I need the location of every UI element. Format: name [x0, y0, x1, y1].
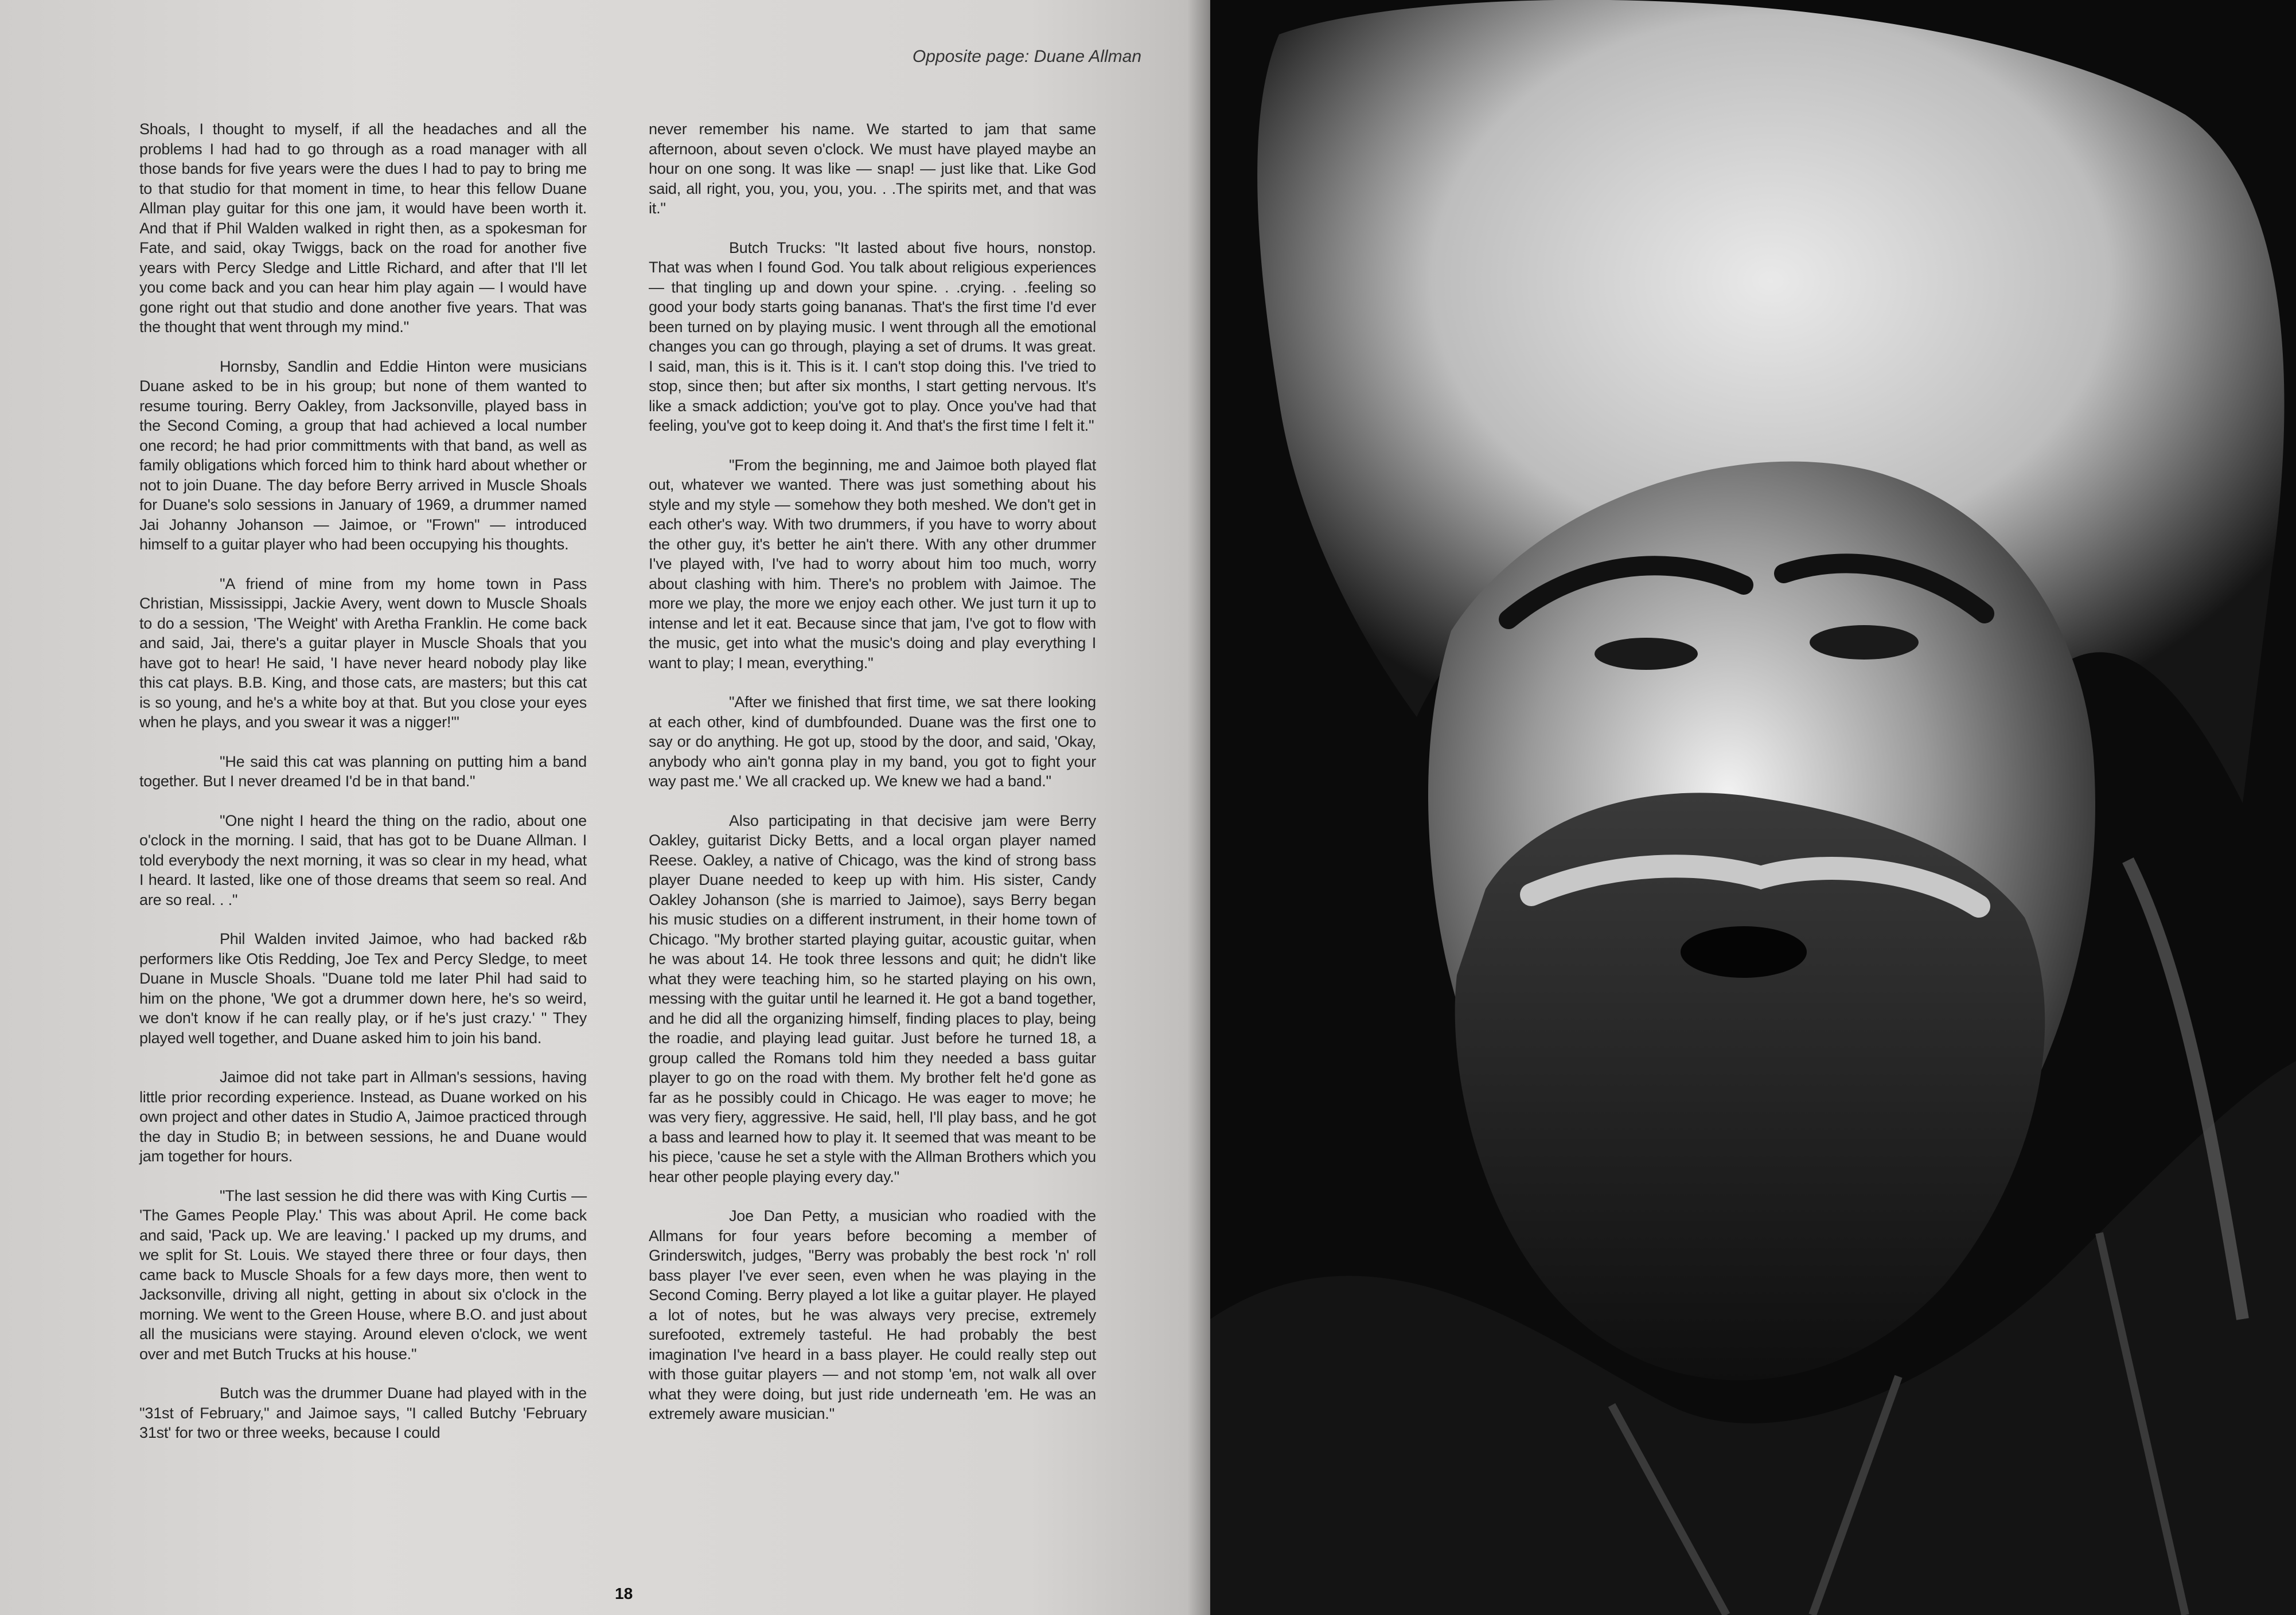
paragraph: "The last session he did there was with King Curtis — 'The Games People Play.' This was about April. He come back and said, 'Pack up. We are leaving.' I packed up my drums, and we split for St. Louis. We stayed there three or four days, then came back to Muscle Shoals for a few days more, then went to Jacksonville, driving all night, getting in about six o'clock in the morning. We went to the Green House, where B.O. and just about all the musicians were staying. Around eleven o'clock, we went over and met Butch Trucks at his house." — [139, 1187, 587, 1363]
paragraph: Also participating in that decisive jam were Berry Oakley, guitarist Dicky Betts, and a local organ player named Reese. Oakley, a native of Chicago, was the kind of strong bass player Duane needed to keep up with him. His sister, Candy Oakley Johanson (she is married to Jaimoe), says Berry began his music studies on a different instrument, in their home town of Chicago. "My brother started playing guitar, acoustic guitar, when he was about 14. He took three lessons and quit; he didn't like what they were teaching him, so he started playing on his own, messing with the guitar until he learned it. He got a band together, and he did all the organizing himself, finding places to play, being the roadie, and playing lead guitar. Just before he turned 18, a group called the Romans told him they needed a bass guitar player to go on the road with them. My brother felt he'd gone as far as he possibly could in Chicago. He was eager to move; he was very fiery, aggressive. He said, hell, I'll play bass, and he got a bass and learned how to play it. It seemed that was meant to be his piece, 'cause he set a style with the Allman Brothers which you hear other people playing every day." — [649, 812, 1096, 1185]
paragraph: "A friend of mine from my home town in Pass Christian, Mississippi, Jackie Avery, went down to Muscle Shoals to do a session, 'The Weight' with Aretha Franklin. He come back and said, Jai, there's a guitar player in Muscle Shoals that you have got to hear! He said, 'I have never heard nobody play like this cat plays. B.B. King, and those cats, are masters; but this cat is so young, and he's a white boy at that. But you close your eyes when he plays, and you swear it was a nigger!'" — [139, 575, 587, 731]
text-column-right — [649, 119, 1096, 1444]
portrait-illustration — [1210, 0, 2296, 1615]
paragraph: Phil Walden invited Jaimoe, who had backed r&b performers like Otis Redding, Joe Tex and Percy Sledge, to meet Duane in Muscle Shoals. "Duane told me later Phil had said to him on the phone, 'We got a drummer down here, he's so weird, we don't know if he can really play, or if he's just crazy.' " They played well together, and Duane asked him to join his band. — [139, 930, 587, 1047]
text-column-left — [139, 119, 587, 1462]
paragraph: never remember his name. We started to jam that same afternoon, about seven o'clock. We must have played maybe an hour on one song. It was like — snap! — just like that. Like God said, all right, you, you, you, you. . .The spirits met, and that was it." — [649, 120, 1096, 217]
paragraph: "After we finished that first time, we sat there looking at each other, kind of dumbfounded. Duane was the first one to say or do anything. He got up, stood by the door, and said, 'Okay, anybody who ain't gonna play in my band, you got to fight your way past me.' We all cracked up. We knew we had a band." — [649, 693, 1096, 790]
paragraph: Butch Trucks: "It lasted about five hours, nonstop. That was when I found God. You talk about religious experiences — that tingling up and down your spine. . .crying. . .feeling so good your body starts going bananas. That's the first time I'd ever been turned on by playing music. I went through all the emotional changes you can go through, playing a set of drums. It was great. I said, man, this is it. This is it. I can't stop doing this. I've tried to stop, since then; but after six months, I start getting nervous. It's like a smack addiction; you've got to play. Once you've had that feeling, you've got to keep doing it. And that's the first time I felt it." — [649, 239, 1096, 434]
paragraph: Shoals, I thought to myself, if all the headaches and all the problems I had had to go through as a road manager with all those bands for five years were the dues I had to pay to bring me to that studio for that moment in time, to hear this fellow Duane Allman play guitar for this one jam, it would have been worth it. And that if Phil Walden walked in right then, as a spokesman for Fate, and said, okay Twiggs, back on the road for another five years with Percy Sledge and Little Richard, and after that I'll let you come back and you can hear him play again — I would have gone right out that studio and done another five years. That was the thought that went through my mind." — [139, 120, 587, 336]
paragraph: "One night I heard the thing on the radio, about one o'clock in the morning. I said, that has got to be Duane Allman. I told everybody the next morning, it was so clear in my head, what I heard. It lasted, like one of those dreams that seem so real. And are so real. . ." — [139, 812, 587, 908]
paragraph: Joe Dan Petty, a musician who roadied with the Allmans for four years before becoming a member of Grinderswitch, judges, "Berry was probably the best rock 'n' roll bass player I've ever seen, even when he was playing in the Second Coming. Berry played a lot like a guitar player. He played a lot of notes, but he was always very precise, extremely surefooted, extremely tasteful. He had probably the best imagination I've heard in a bass player. He could really step out with those guitar players — and not stomp 'em, not walk all over what they were doing, but just ride underneath 'em. He was an extremely aware musician." — [649, 1207, 1096, 1422]
paragraph: Hornsby, Sandlin and Eddie Hinton were musicians Duane asked to be in his group; but none of them wanted to resume touring. Berry Oakley, from Jacksonville, played bass in the Second Coming, a group that had achieved a local number one record; he had prior committments with that band, as well as family obligations which forced him to think hard about whether or not to join Duane. The day before Berry arrived in Muscle Shoals for Duane's solo sessions in January of 1969, a drummer named Jai Johanny Johanson — Jaimoe, or "Frown" — introduced himself to a guitar player who had been occupying his thoughts. — [139, 357, 587, 553]
paragraph: "He said this cat was planning on putting him a band together. But I never dreamed I'd be in that band." — [139, 752, 587, 790]
eye-right — [1810, 625, 1919, 660]
paragraph: Butch was the drummer Duane had played with in the "31st of February," and Jaimoe says, "I called Butchy 'February 31st' for two or three weeks, because I could — [139, 1384, 587, 1441]
page-number: 18 — [615, 1585, 633, 1602]
eye-left — [1595, 638, 1698, 670]
paragraph: Jaimoe did not take part in Allman's sessions, having little prior recording experience. Instead, as Duane worked on his own project and other dates in Studio A, Jaimoe practiced through the day in Studio B; in between sessions, he and Duane would jam together for hours. — [139, 1068, 587, 1165]
paragraph: "From the beginning, me and Jaimoe both played flat out, whatever we wanted. There was just something about his style and my style — somehow they both meshed. We don't get in each other's way. With two drummers, if you have to worry about the other guy, it's better he ain't there. With any other drummer I've played with, I've had to worry about him too much, worry about clashing with him. There's no problem with Jaimoe. The more we play, the more we enjoy each other. We just turn it up to intense and let it eat. Because since that jam, I've got to flow with the music, get into what the music's doing and play everything I want to play; I mean, everything." — [649, 456, 1096, 672]
mouth — [1681, 926, 1807, 978]
photo-caption: Opposite page: Duane Allman — [912, 47, 1141, 66]
portrait-photo — [1210, 0, 2296, 1615]
